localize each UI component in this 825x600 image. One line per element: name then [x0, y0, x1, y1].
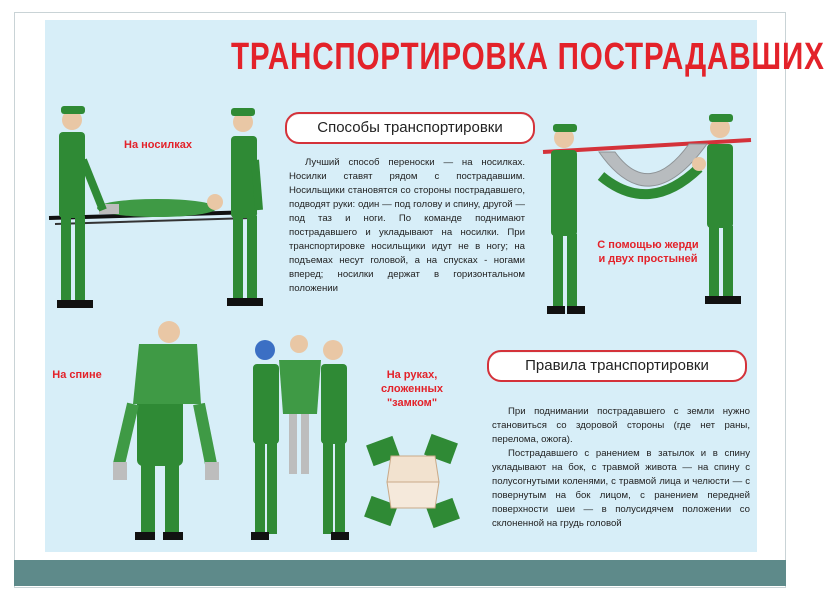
back-carry-illustration — [109, 314, 219, 546]
label-stretcher: На носилках — [124, 139, 192, 151]
poster-title: ТРАНСПОРТИРОВКА ПОСТРАДАВШИХ — [231, 36, 825, 78]
rules-text — [492, 405, 750, 531]
hands-lock-illustration — [363, 434, 463, 530]
rules-paragraph: При поднимании пострадавшего с земли нужно становиться со здоровой стороны (где нет раны, перелома, ожога). — [492, 406, 750, 445]
two-person-carry-illustration — [245, 334, 355, 546]
label-pole: С помощью жерди и двух простыней — [597, 239, 699, 265]
rules-heading: Правила транспортировки — [487, 350, 747, 382]
label-back: На спине — [52, 369, 102, 381]
methods-text: Лучший способ переноски — на носилках. Носилки ставят рядом с пострадавшим. Носильщики становятся со стороны пострадавшего, подводят руки: один — под голову и спину, другой — под таз и ноги. По команде поднимают пострадавшего и укладывают на носилки. При транспортировке носильщики идут не в ногу; на подъемах несут головой, а на спусках - ногами вперед; носилки держат в горизонтальном положении — [289, 157, 525, 294]
pole-sheets-carry-illustration — [539, 104, 757, 324]
stretcher-carry-illustration — [45, 100, 285, 330]
poster — [45, 20, 825, 552]
rules-paragraph: Пострадавшего с ранением в затылок и в спину укладывают на бок, с травмой живота — на спину с полусогнутыми коленями, с травмой лица и челюсти — с повернутым на бок лицом, с ранением передней поверхности шеи — в полусидячем положении со склоненной на грудь головой — [492, 448, 750, 529]
methods-heading: Способы транспортировки — [285, 112, 535, 144]
bottom-bar — [14, 560, 786, 586]
label-hands: На руках, сложенных "замком" — [380, 369, 444, 409]
